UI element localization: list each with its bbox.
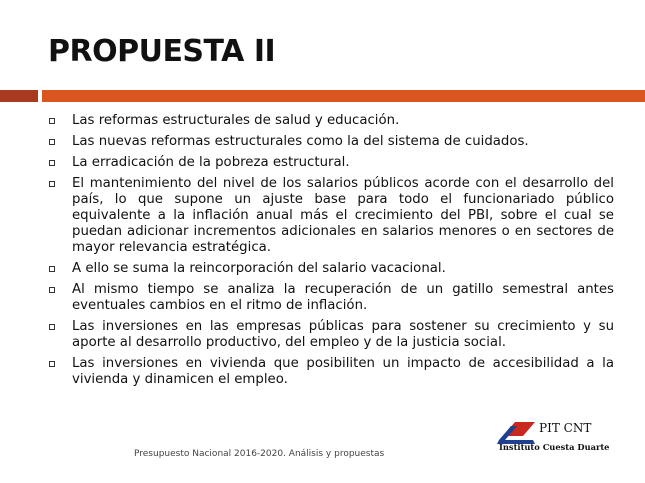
bullet-item <box>46 356 614 388</box>
square-bullet-icon <box>49 160 55 166</box>
bullet-item <box>46 113 614 129</box>
square-bullet-icon <box>49 266 55 272</box>
title-rule-right <box>42 90 645 102</box>
square-bullet-icon <box>49 287 55 293</box>
bullet-item <box>46 134 614 150</box>
square-bullet-icon <box>49 181 55 187</box>
bullet-text: Las inversiones en vivienda que posibiliten un impacto de accesibilidad a la vivienda y dinamicen el empleo. <box>72 356 614 387</box>
bullet-item <box>46 176 614 256</box>
bullet-text: Las inversiones en las empresas públicas para sostener su crecimiento y su aporte al desarrollo productivo, del empleo y de la justicia social. <box>72 319 614 350</box>
bullet-text: A ello se suma la reincorporación del salario vacacional. <box>72 261 446 276</box>
bullet-item <box>46 261 614 277</box>
bullet-text: La erradicación de la pobreza estructural. <box>72 155 350 170</box>
slide-title: PROPUESTA II <box>48 34 276 69</box>
logo-subtitle: Instituto Cuesta Duarte <box>499 442 610 452</box>
bullet-item <box>46 319 614 351</box>
bullet-text: Las reformas estructurales de salud y educación. <box>72 113 400 128</box>
square-bullet-icon <box>49 118 55 124</box>
bullet-text: Las nuevas reformas estructurales como la del sistema de cuidados. <box>72 134 529 149</box>
bullet-item <box>46 155 614 171</box>
square-bullet-icon <box>49 324 55 330</box>
slide-footer: Presupuesto Nacional 2016-2020. Análisis y propuestas <box>134 449 385 459</box>
bullet-item <box>46 282 614 314</box>
bullet-text: Al mismo tiempo se analiza la recuperación de un gatillo semestral antes eventuales cambios en el ritmo de inflación. <box>72 282 614 313</box>
bullet-list <box>46 113 614 393</box>
bullet-text: El mantenimiento del nivel de los salarios públicos acorde con el desarrollo del país, lo que supone un ajuste base para todo el funcionariado público equivalente a la inflación anual más el crecimiento del PBI, sobre el cual se puedan adicionar incrementos adicionales en salarios menores o en sectores de mayor relevancia estratégica. <box>72 176 614 255</box>
square-bullet-icon <box>49 139 55 145</box>
title-rule-left <box>0 90 38 102</box>
square-bullet-icon <box>49 361 55 367</box>
logo-name: PIT CNT <box>539 421 592 435</box>
